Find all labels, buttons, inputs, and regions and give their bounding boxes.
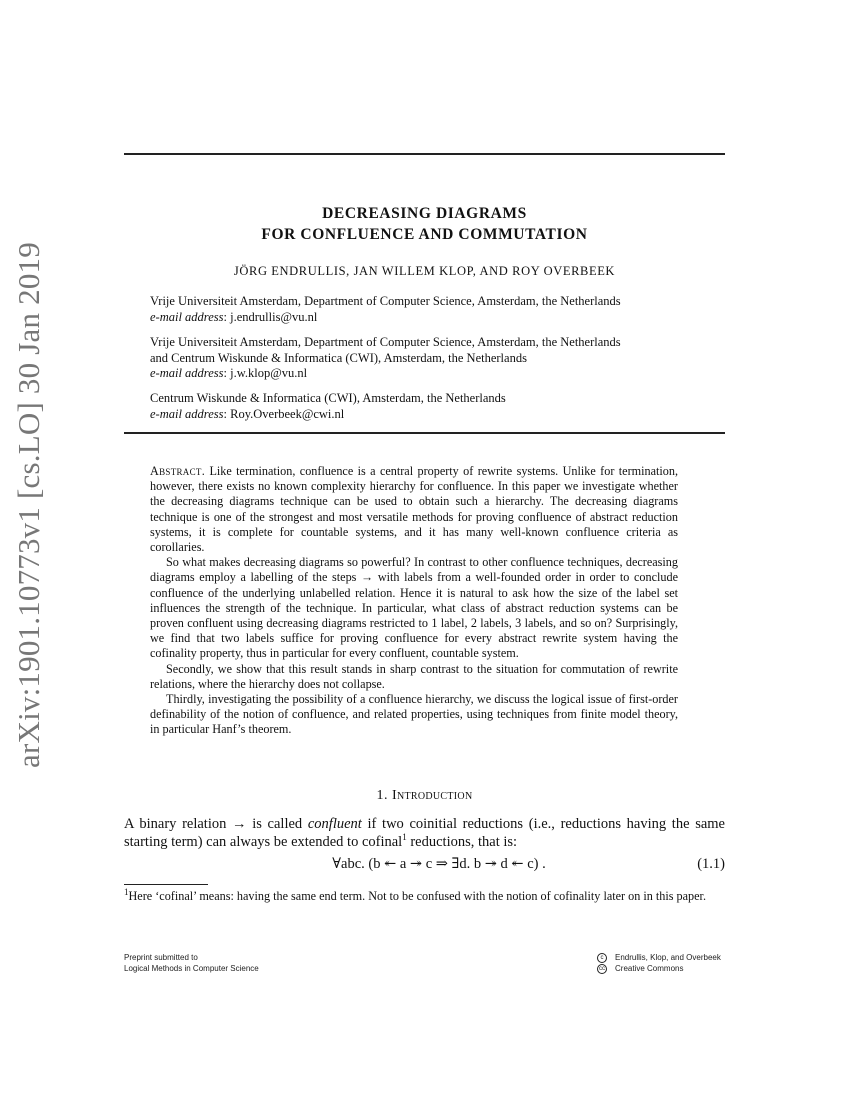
abstract-paragraph-2: So what makes decreasing diagrams so powerful? In contrast to other confluence techniques, decreasing diagrams employ a labelling of the steps → with labels from a well-founded order in order to conclude confluence of the underlying unlabelled relation. Hence it is natural to ask how the size of the label set influences the strength of the technique. In particular, what class of abstract reduction systems can be proven confluent using decreasing diagrams restricted to 1 label, 2 labels, 3 labels, and so on? Surprisingly, we find that two labels suffice for proving confluence for every abstract rewrite system having the cofinality property, thus in particular for every confluent, countable system. (150, 555, 678, 661)
abstract-paragraph-3: Secondly, we show that this result stands in sharp contrast to the situation for commutation of rewrite relations, where the hierarchy does not collapse. (150, 661, 678, 691)
license-name: Creative Commons (615, 963, 684, 973)
footnote (124, 886, 725, 905)
preprint-line: Preprint submitted to (124, 953, 198, 962)
arxiv-identifier: arXiv:1901.10773v1 [cs.LO] 30 Jan 2019 (11, 242, 46, 768)
author-list: JÖRG ENDRULLIS, JAN WILLEM KLOP, AND ROY OVERBEEK (233, 264, 616, 278)
footnote-mark[interactable]: 1 (402, 832, 407, 843)
equation-formula: ∀abc. (b ↞ a ↠ c ⇒ ∃d. b ↠ d ↞ c) . (332, 856, 546, 872)
intro-text: if two coinitial reductions (i.e., reductions having the same starting term) can always be extended to cofinal (124, 816, 725, 850)
license-row (597, 964, 721, 975)
affiliation-line: Vrije Universiteit Amsterdam, Department of Computer Science, Amsterdam, the Netherlands (150, 335, 621, 349)
abstract-label: Abstract. (150, 464, 206, 478)
defined-term: confluent (307, 816, 362, 832)
affiliation-line: and Centrum Wiskunde & Informatica (CWI), Amsterdam, the Netherlands (150, 350, 527, 365)
intro-text: A binary relation → is called (124, 816, 308, 832)
section-title: Introduction (392, 788, 473, 803)
section-number: 1. (376, 788, 388, 803)
equation-number: (1.1) (697, 856, 725, 872)
intro-paragraph (124, 815, 725, 851)
copyright-icon: c (597, 953, 607, 963)
top-rule (124, 153, 725, 155)
title-line-1: DECREASING DIAGRAMS (322, 205, 527, 222)
affiliation-1 (150, 294, 725, 325)
email-address[interactable]: j.endrullis@vu.nl (230, 309, 318, 324)
footnote-text: Here ‘cofinal’ means: having the same end term. Not to be confused with the notion of cofinality later on in this paper. (128, 889, 706, 903)
affiliation-line: Centrum Wiskunde & Informatica (CWI), Amsterdam, the Netherlands (150, 391, 506, 405)
copyright-holders: Endrullis, Klop, and Overbeek (615, 953, 721, 962)
footnote-number: 1 (124, 886, 129, 897)
arxiv-sidebar-stamp (6, 242, 52, 768)
journal-name: Logical Methods in Computer Science (124, 963, 259, 973)
affiliation-line: Vrije Universiteit Amsterdam, Department of Computer Science, Amsterdam, the Netherlands (150, 294, 621, 308)
journal-footer (124, 953, 259, 974)
affiliation-2 (150, 335, 725, 382)
email-row: e-mail address: j.endrullis@vu.nl (150, 309, 318, 324)
creative-commons-icon: cc (599, 965, 605, 972)
section-heading (124, 788, 725, 804)
email-address[interactable]: Roy.Overbeek@cwi.nl (230, 406, 345, 421)
email-address[interactable]: j.w.klop@vu.nl (230, 366, 308, 380)
license-footer (597, 953, 721, 974)
title-line-2: FOR CONFLUENCE AND COMMUTATION (261, 226, 588, 243)
affiliation-3 (150, 391, 725, 422)
paper-title (124, 203, 725, 245)
abstract (150, 464, 678, 738)
abstract-text: Like termination, confluence is a central property of rewrite systems. Unlike for termination, however, there exists no known complexity hierarchy for confluence. In this paper we investigate whether the decreasing diagrams technique can be used to obtain such a hierarchy. The decreasing diagrams technique is one of the strongest and most versatile methods for proving confluence of abstract reduction systems, it is complete for countable systems, and it has many well-known confluence criteria as corollaries. (150, 464, 678, 555)
email-label: e-mail address (150, 309, 224, 324)
header-bottom-rule (124, 432, 725, 434)
footnote-rule (124, 884, 208, 885)
abstract-paragraph-1 (150, 464, 678, 555)
intro-text: reductions, that is: (406, 834, 518, 850)
email-row: e-mail address: j.w.klop@vu.nl (150, 366, 308, 380)
copyright-row (597, 953, 721, 964)
email-label: e-mail address (150, 406, 224, 421)
abstract-paragraph-4: Thirdly, investigating the possibility of a confluence hierarchy, we discuss the logical issue of first-order definability of the notion of confluence, and related properties, using techniques from finite model theory, in particular Hanf’s theorem. (150, 692, 678, 737)
email-row: e-mail address: Roy.Overbeek@cwi.nl (150, 406, 345, 421)
email-label: e-mail address (150, 366, 224, 380)
